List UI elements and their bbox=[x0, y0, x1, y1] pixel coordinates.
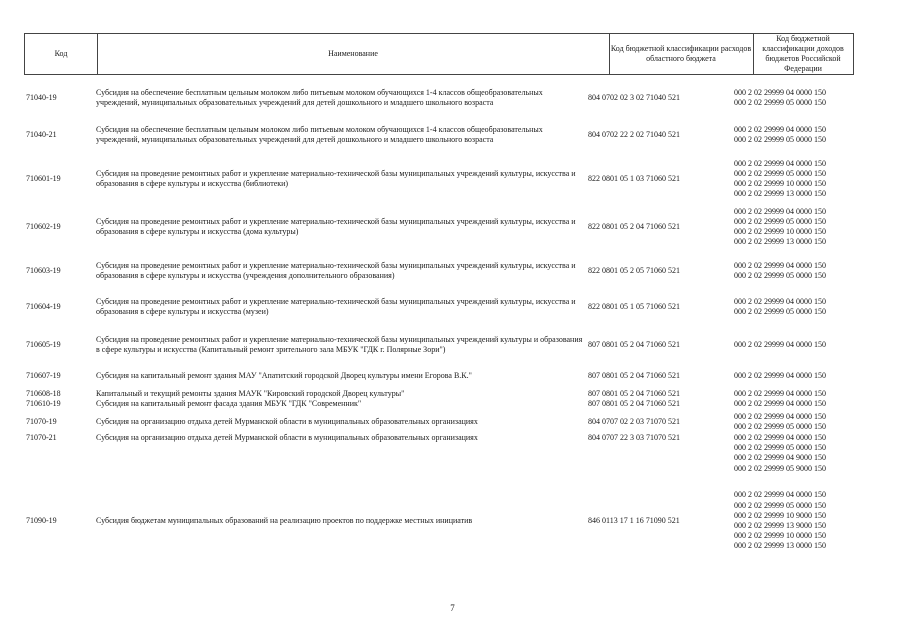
income-code: 000 2 02 29999 05 0000 150 bbox=[734, 98, 826, 107]
row-expense-code: 807 0801 05 2 04 71060 521 bbox=[588, 399, 680, 408]
income-code: 000 2 02 29999 04 0000 150 bbox=[734, 260, 826, 270]
header-name: Наименование bbox=[328, 49, 378, 58]
row-name: Субсидия на организацию отдыха детей Мурманской области в муниципальных образовательных организациях bbox=[96, 433, 478, 442]
table-row bbox=[0, 119, 905, 151]
table-row bbox=[0, 205, 905, 249]
row-expense-code: 807 0801 05 2 04 71060 521 bbox=[588, 389, 680, 398]
row-name: Субсидия на проведение ремонтных работ и укрепление материально-технической базы муниципальных учреждений культуры и образования в сфере культуры и искусства (Капитальный ремонт зрительного зала МБУК "ГДК г. Полярные Зори") bbox=[96, 335, 583, 354]
income-code: 000 2 02 29999 05 0000 150 bbox=[734, 135, 826, 144]
income-code: 000 2 02 29999 05 0000 150 bbox=[734, 216, 826, 226]
income-code: 000 2 02 29999 10 9000 150 bbox=[734, 510, 826, 520]
row-code: 71040-19 bbox=[26, 93, 57, 102]
row-expense-code: 822 0801 05 2 04 71060 521 bbox=[588, 222, 680, 231]
income-code: 000 2 02 29999 04 0000 150 bbox=[734, 398, 826, 408]
row-expense-code: 822 0801 05 1 05 71060 521 bbox=[588, 302, 680, 311]
table-header bbox=[24, 33, 854, 75]
income-code: 000 2 02 29999 05 9000 150 bbox=[734, 463, 826, 473]
table-row bbox=[0, 257, 905, 285]
row-code: 71070-19 bbox=[26, 417, 57, 426]
row-name: Субсидия на обеспечение бесплатным цельным молоком либо питьевым молоком обучающихся 1-4 классов общеобразовательных учреждений, муниципальных образовательных учреждений для детей дошкольного и младшего школьного возраста bbox=[96, 125, 543, 144]
header-code: Код bbox=[54, 49, 68, 58]
header-expense-code: Код бюджетной классификации расходов областного бюджета bbox=[610, 44, 752, 63]
row-code: 710603-19 bbox=[26, 266, 61, 275]
table-row bbox=[0, 411, 905, 433]
header-income-code: Код бюджетной классификации доходов бюджетов Российской Федерации bbox=[762, 34, 844, 73]
row-expense-code: 804 0702 22 2 02 71040 521 bbox=[588, 130, 680, 139]
row-income-codes bbox=[734, 411, 854, 433]
table-row bbox=[0, 485, 905, 557]
row-income-codes bbox=[734, 153, 854, 205]
row-code: 71040-21 bbox=[26, 130, 57, 139]
income-code: 000 2 02 29999 05 0000 150 bbox=[734, 307, 826, 316]
row-income-codes bbox=[734, 257, 854, 285]
income-code: 000 2 02 29999 13 0000 150 bbox=[734, 189, 826, 199]
row-code: 710607-19 bbox=[26, 371, 61, 380]
row-income-codes bbox=[734, 293, 854, 321]
income-code: 000 2 02 29999 13 9000 150 bbox=[734, 521, 826, 530]
income-code: 000 2 02 29999 05 0000 150 bbox=[734, 422, 826, 431]
row-income-codes bbox=[734, 433, 854, 485]
income-code: 000 2 02 29999 13 0000 150 bbox=[734, 237, 826, 247]
table-row bbox=[0, 77, 905, 119]
income-code: 000 2 02 29999 04 0000 150 bbox=[734, 124, 826, 134]
row-code: 710604-19 bbox=[26, 302, 61, 311]
row-name: Субсидия на обеспечение бесплатным цельным молоком либо питьевым молоком обучающихся 1-4 классов общеобразовательных учреждений, муниципальных образовательных учреждений для детей дошкольного и младшего школьного возраста bbox=[96, 88, 543, 107]
income-code: 000 2 02 29999 04 0000 150 bbox=[734, 339, 826, 349]
row-income-codes bbox=[734, 485, 854, 557]
income-code: 000 2 02 29999 10 0000 150 bbox=[734, 531, 826, 541]
row-name: Субсидия на организацию отдыха детей Мурманской области в муниципальных образовательных организациях bbox=[96, 417, 478, 426]
income-code: 000 2 02 29999 05 0000 150 bbox=[734, 168, 826, 178]
income-code: 000 2 02 29999 04 0000 150 bbox=[734, 433, 826, 442]
row-name: Субсидия на капитальный ремонт здания МАУ "Апатитский городской Дворец культуры имени Егорова В.К." bbox=[96, 371, 472, 380]
row-income-codes bbox=[734, 367, 854, 385]
row-expense-code: 846 0113 17 1 16 71090 521 bbox=[588, 516, 680, 525]
row-name: Субсидия на капитальный ремонт фасада здания МБУК "ГДК "Современник" bbox=[96, 399, 362, 408]
income-code: 000 2 02 29999 05 0000 150 bbox=[734, 271, 826, 280]
row-income-codes bbox=[734, 399, 854, 409]
income-code: 000 2 02 29999 10 0000 150 bbox=[734, 227, 826, 236]
row-expense-code: 807 0801 05 2 04 71060 521 bbox=[588, 371, 680, 380]
income-code: 000 2 02 29999 05 0000 150 bbox=[734, 500, 826, 510]
table-row bbox=[0, 293, 905, 321]
row-expense-code: 804 0702 02 3 02 71040 521 bbox=[588, 93, 680, 102]
income-code: 000 2 02 29999 04 0000 150 bbox=[734, 206, 826, 216]
row-code: 710605-19 bbox=[26, 340, 61, 349]
page-number: 7 bbox=[450, 603, 455, 613]
income-code: 000 2 02 29999 04 0000 150 bbox=[734, 388, 826, 398]
income-code: 000 2 02 29999 04 0000 150 bbox=[734, 411, 826, 421]
table-row bbox=[0, 433, 905, 485]
row-income-codes bbox=[734, 77, 854, 119]
row-code: 71070-21 bbox=[26, 433, 57, 442]
row-income-codes bbox=[734, 327, 854, 363]
row-code: 710601-19 bbox=[26, 174, 61, 183]
row-name: Субсидия на проведение ремонтных работ и укрепление материально-технической базы муниципальных учреждений культуры, искусства и образования в сфере культуры и искусства (учреждения дополнительного образования) bbox=[96, 261, 576, 280]
row-expense-code: 804 0707 22 3 03 71070 521 bbox=[588, 433, 680, 442]
income-code: 000 2 02 29999 04 9000 150 bbox=[734, 453, 826, 463]
row-income-codes bbox=[734, 205, 854, 249]
row-expense-code: 822 0801 05 2 05 71060 521 bbox=[588, 266, 680, 275]
income-code: 000 2 02 29999 13 0000 150 bbox=[734, 541, 826, 551]
income-code: 000 2 02 29999 04 0000 150 bbox=[734, 490, 826, 500]
table-row bbox=[0, 399, 905, 409]
income-code: 000 2 02 29999 04 0000 150 bbox=[734, 158, 826, 168]
table-row bbox=[0, 367, 905, 385]
row-name: Субсидия бюджетам муниципальных образований на реализацию проектов по поддержке местных инициатив bbox=[96, 516, 473, 525]
row-code: 710610-19 bbox=[26, 399, 61, 408]
row-income-codes bbox=[734, 389, 854, 399]
row-code: 710608-18 bbox=[26, 389, 61, 398]
row-name: Капитальный и текущий ремонты здания МАУК "Кировский городской Дворец культуры" bbox=[96, 389, 405, 398]
row-income-codes bbox=[734, 119, 854, 151]
row-name: Субсидия на проведение ремонтных работ и укрепление материально-технической базы муниципальных учреждений культуры, искусства и образования в сфере культуры и искусства (библиотеки) bbox=[96, 169, 576, 188]
table-row bbox=[0, 327, 905, 363]
income-code: 000 2 02 29999 05 0000 150 bbox=[734, 443, 826, 453]
row-expense-code: 807 0801 05 2 04 71060 521 bbox=[588, 340, 680, 349]
row-name: Субсидия на проведение ремонтных работ и укрепление материально-технической базы муниципальных учреждений культуры, искусства и образования в сфере культуры и искусства (музеи) bbox=[96, 297, 576, 316]
income-code: 000 2 02 29999 04 0000 150 bbox=[734, 87, 826, 97]
row-code: 710602-19 bbox=[26, 222, 61, 231]
income-code: 000 2 02 29999 04 0000 150 bbox=[734, 296, 826, 306]
row-expense-code: 822 0801 05 1 03 71060 521 bbox=[588, 174, 680, 183]
income-code: 000 2 02 29999 10 0000 150 bbox=[734, 179, 826, 188]
row-name: Субсидия на проведение ремонтных работ и укрепление материально-технической базы муниципальных учреждений культуры, искусства и образования в сфере культуры и искусства (дома культуры) bbox=[96, 217, 576, 236]
table-row bbox=[0, 153, 905, 205]
table-row bbox=[0, 389, 905, 399]
income-code: 000 2 02 29999 04 0000 150 bbox=[734, 370, 826, 380]
row-code: 71090-19 bbox=[26, 516, 57, 525]
row-expense-code: 804 0707 02 2 03 71070 521 bbox=[588, 417, 680, 426]
